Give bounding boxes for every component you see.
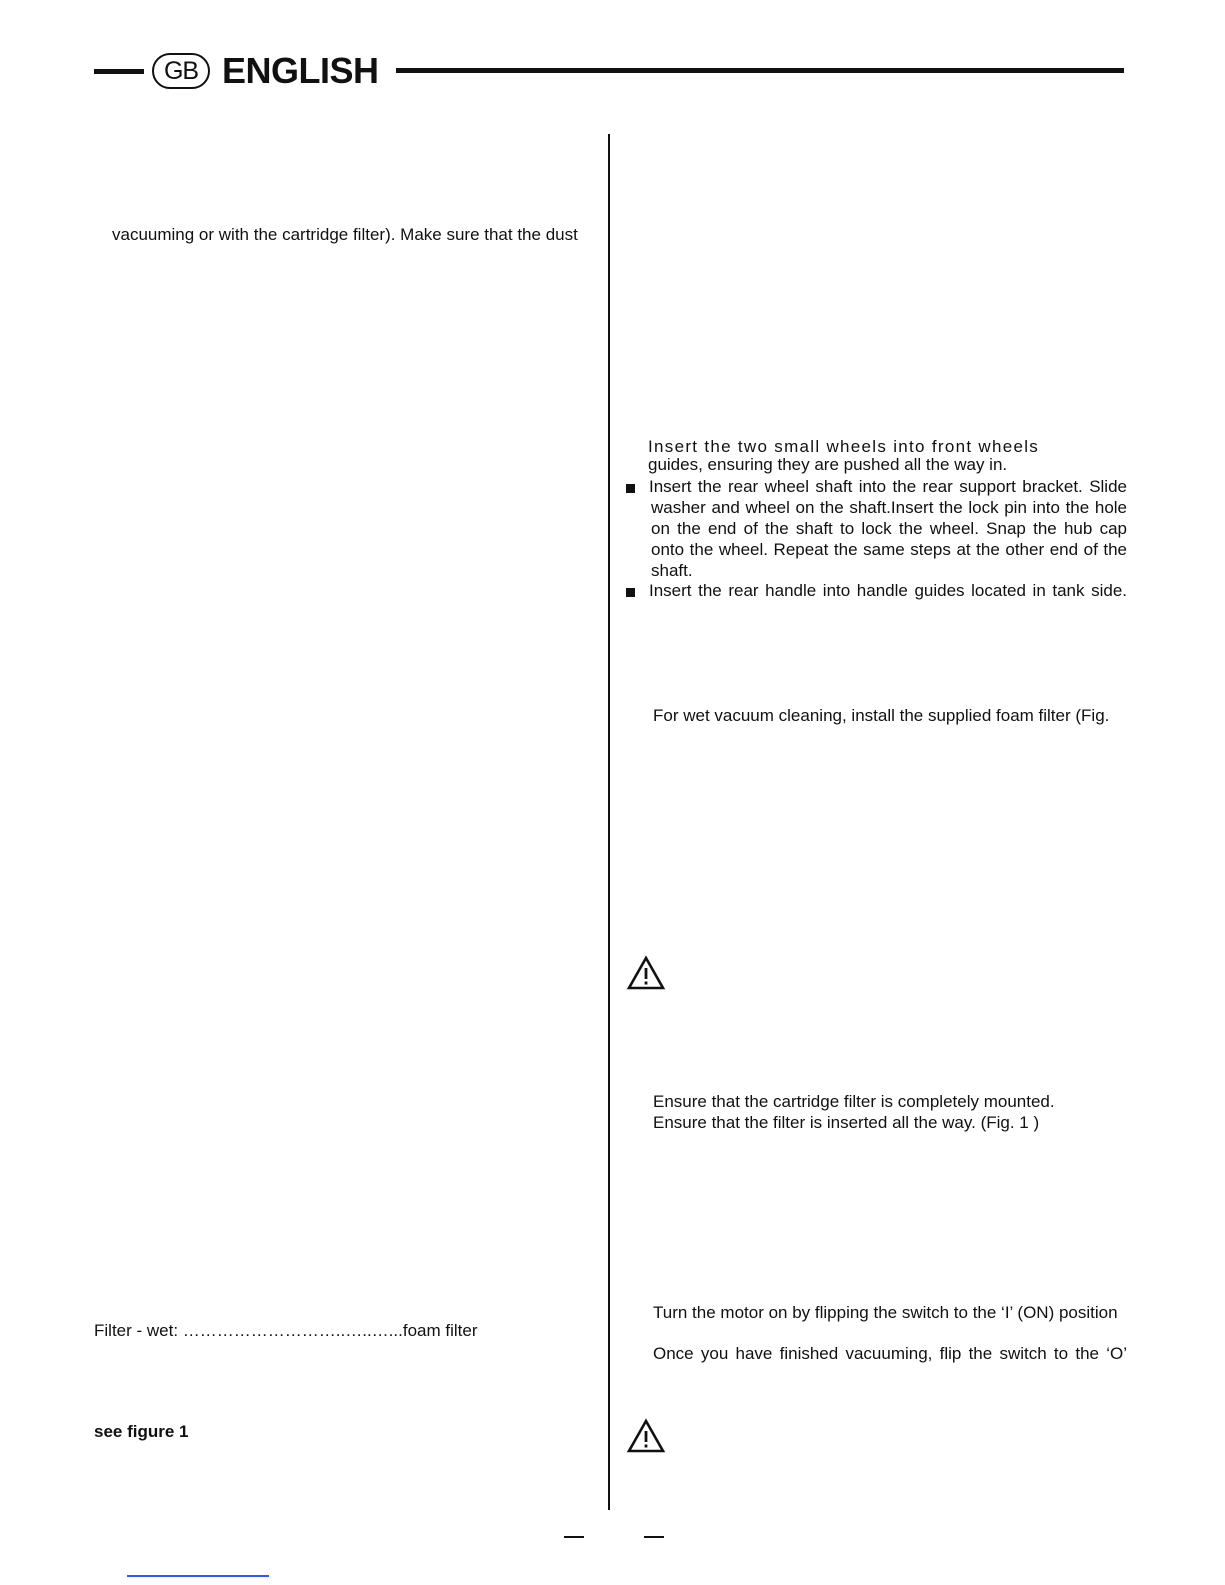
wet-vacuum-line: For wet vacuum cleaning, install the supplied foam filter (Fig. <box>653 706 1110 725</box>
rear-wheel-line-2: washer and wheel on the shaft.Insert the lock pin into the hole <box>651 498 1127 517</box>
rear-handle-line: Insert the rear handle into handle guides located in tank side. <box>649 581 1127 600</box>
page-number-dash-right <box>644 1536 664 1538</box>
link-underline <box>127 1575 269 1577</box>
rear-wheel-line-4: onto the wheel. Repeat the same steps at the other end of the <box>651 540 1127 559</box>
language-title: ENGLISH <box>222 50 379 91</box>
rear-wheel-line-3: on the end of the shaft to lock the wheel. Snap the hub cap <box>651 519 1127 538</box>
left-text-filter-wet: Filter - wet: ………………………..…..…...foam filter <box>94 1321 478 1340</box>
warning-triangle-icon <box>626 1418 666 1454</box>
header-rule-right <box>396 68 1124 73</box>
warning-triangle-icon <box>626 955 666 991</box>
cartridge-mounted-line: Ensure that the cartridge filter is completely mounted. <box>653 1092 1055 1111</box>
rear-wheel-line-5: shaft. <box>651 561 693 580</box>
column-divider <box>608 134 610 1510</box>
left-text-dust-line: vacuuming or with the cartridge filter). Make sure that the dust <box>112 225 578 244</box>
filter-inserted-line: Ensure that the filter is inserted all the way. (Fig. 1 ) <box>653 1113 1040 1132</box>
wheels-line-2: guides, ensuring they are pushed all the way in. <box>648 455 1008 474</box>
motor-off-line: Once you have finished vacuuming, flip the switch to the ‘O’ <box>653 1344 1127 1363</box>
wheels-line-1: Insert the two small wheels into front wheels <box>648 437 1040 456</box>
left-text-see-figure: see figure 1 <box>94 1422 189 1441</box>
bullet-rear-wheel <box>626 484 635 493</box>
motor-on-line: Turn the motor on by flipping the switch to the ‘I’ (ON) position <box>653 1303 1118 1322</box>
language-badge: GB <box>152 53 210 89</box>
bullet-rear-handle <box>626 588 635 597</box>
rear-wheel-line-1: Insert the rear wheel shaft into the rear support bracket. Slide <box>649 477 1127 496</box>
header-rule-left <box>94 69 144 74</box>
page-number-dash-left <box>564 1536 584 1538</box>
